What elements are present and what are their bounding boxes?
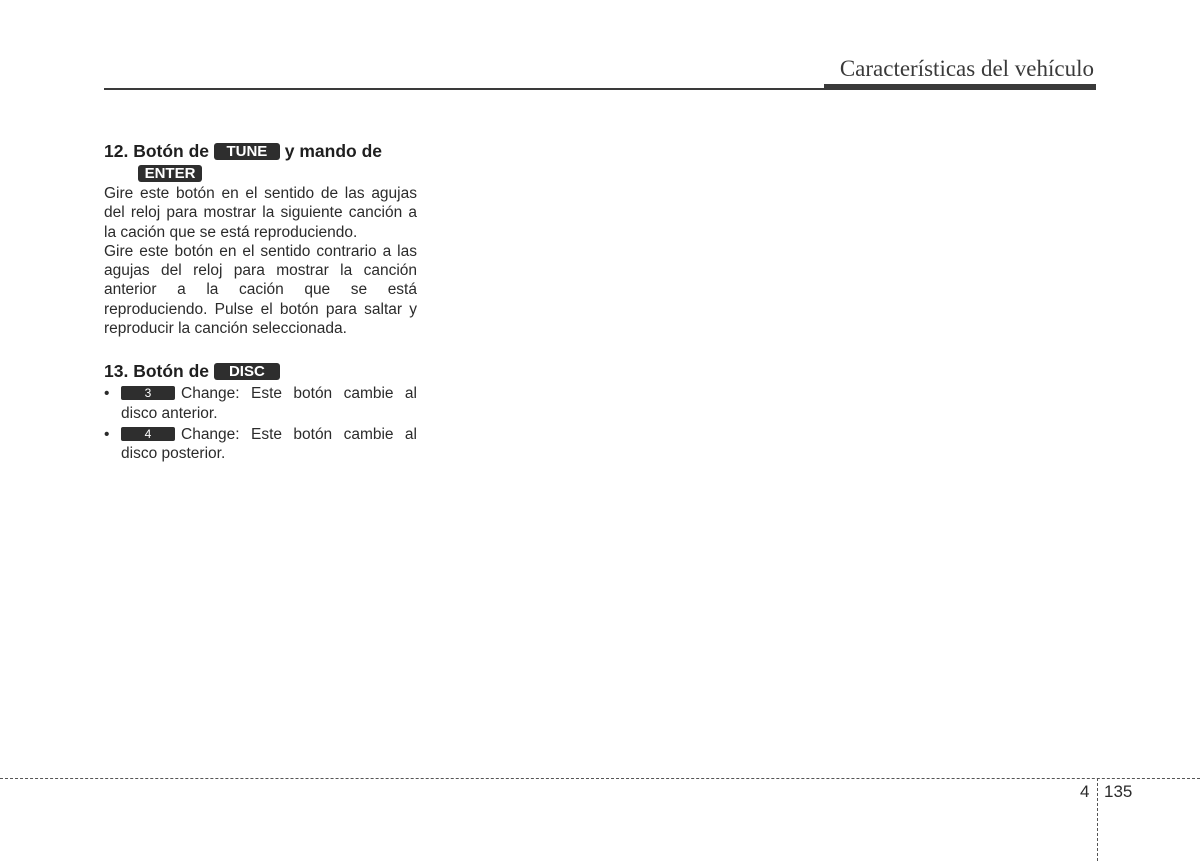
- header-rule-accent: [824, 84, 1096, 90]
- section-13-prefix: 13. Botón de: [104, 361, 210, 382]
- section-12-heading-line2: [104, 162, 417, 184]
- bullet-icon: •: [104, 425, 110, 443]
- section-12-heading: [104, 140, 417, 184]
- enter-key-label: ENTER: [138, 165, 202, 182]
- list-item-text: Change: Este botón cambie al disco anterior.: [121, 385, 417, 422]
- main-content: [104, 140, 417, 466]
- section-13-heading: [104, 360, 417, 382]
- section-12-paragraph-2: Gire este botón en el sentido contrario a las agujas del reloj para mostrar la canción anterior a la cación que se está reproduciendo. Pulse el botón para saltar y reproducir la canción seleccionada.: [104, 242, 417, 338]
- disc-3-key-label: 3: [121, 386, 175, 400]
- page-header-title: Características del vehículo: [839, 56, 1094, 81]
- header-rule: [104, 88, 824, 90]
- list-item: [104, 384, 417, 423]
- list-item-text: Change: Este botón cambie al disco posterior.: [121, 425, 417, 463]
- section-13-list: [104, 384, 417, 463]
- footer-dashed-rule: [0, 778, 1200, 779]
- disc-4-key-label: 4: [121, 427, 175, 441]
- footer-vertical-dashed-rule: [1097, 778, 1098, 861]
- list-item: [104, 425, 417, 464]
- tune-key-label: TUNE: [214, 143, 280, 160]
- page-number: 135: [1104, 782, 1133, 801]
- section-12-middle: y mando de: [284, 141, 383, 161]
- bullet-icon: •: [104, 385, 110, 403]
- section-12-paragraph-1: Gire este botón en el sentido de las agujas del reloj para mostrar la siguiente canción a la cación que se está reproduciendo.: [104, 185, 417, 241]
- disc-key-label: DISC: [214, 363, 280, 380]
- chapter-number: 4: [1080, 782, 1090, 801]
- section-12-heading-line1: [104, 140, 417, 162]
- section-12-prefix: 12. Botón de: [104, 141, 210, 161]
